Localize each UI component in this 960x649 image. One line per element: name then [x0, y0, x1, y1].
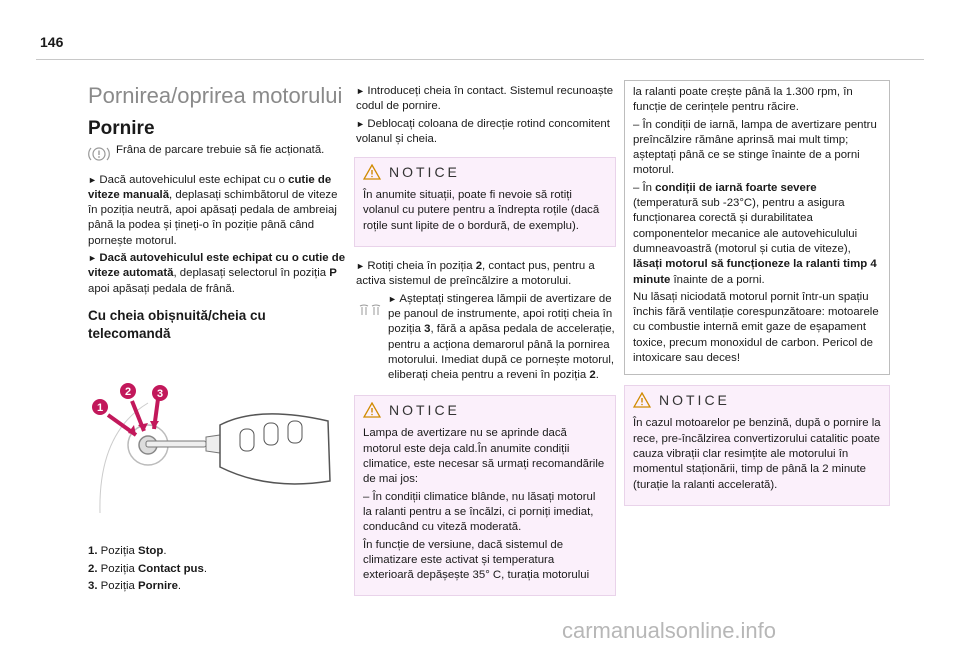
manual-gearbox-instruction: ► Dacă autovehiculul este echipat cu o cutie de viteze manuală, deplasați schimbătorul de viteze în poziția neutră, apoi apăsați pedala de ambreiaj până la podea și țineți-o în poziție până când pornește motorul.: [88, 173, 346, 249]
warning-triangle-icon: [363, 164, 381, 180]
step-insert-key: ► Introduceți cheia în contact. Sistemul recunoaște codul de pornire.: [356, 84, 616, 115]
notice-bullet: – În condiții climatice blânde, nu lăsați motorul la ralanti pentru a se încălzi, ci porniți imediat, conducând cu viteză moderată.: [363, 490, 596, 534]
warning-triangle-icon: [633, 392, 651, 408]
svg-text:2: 2: [124, 385, 132, 398]
info-note: [88, 143, 346, 163]
callout-1: [92, 399, 108, 415]
svg-text:1: 1: [96, 401, 104, 414]
step-unlock-steering: ► Deblocați coloana de direcție rotind concomitent volanul și cheia.: [356, 117, 616, 148]
notice-bullet: În funcție de versiune, dacă sistemul de climatizare este activat și temperatura exterioară depășește 35° C, turația motorului: [363, 538, 590, 582]
notice-text: În cazul motoarelor pe benzină, după o pornire la rece, pre-încălzirea convertizorului catalitic poate cauza vibrații clar resimțite ale motorului în momentul staționării, timp de până la 2 minute (turație la ralanti accelerată).: [633, 417, 881, 491]
header-divider: [36, 59, 924, 60]
footer-watermark: carmanualsonline.info: [562, 618, 777, 643]
warning-box: [624, 80, 890, 375]
callout-3: [152, 385, 168, 401]
notice-label: NOTICE: [659, 391, 730, 408]
svg-text:3: 3: [156, 387, 164, 400]
column-2: [356, 70, 616, 608]
list-item: 2. Poziția Contact pus.: [88, 562, 208, 575]
ignition-key-illustration: [88, 363, 338, 523]
severe-winter-note: – În condiții de iarnă foarte severe (temperatură sub -23°C), pentru a asigura funcționarea corectă și durabilitatea componentelor mecanice ale autovehiculului dumneavoastră (motorul și cutia de viteze), lăsați motorul să funcționeze la ralanti timp 4 minute înainte de a porni.: [633, 181, 877, 286]
key-position-list: [88, 544, 346, 594]
notice-text: Lampa de avertizare nu se aprinde dacă motorul este deja cald.În anumite condiții climatice, este necesar să urmați recomandările de mai jos:: [363, 427, 605, 486]
step-rotate-key: ► Rotiți cheia în poziția 2, contact pus, pentru a activa sistemul de preîncălzire a motorului.: [356, 259, 616, 290]
preheating-lamp-icon: [356, 302, 384, 318]
wait-instruction: ► Așteptați stingerea lămpii de avertizare de pe panoul de instrumente, apoi rotiți cheia în poziția 3, fără a apăsa pedala de accelerație, pentru a acționa demarorul până la pornirea motorului. Imediat după ce pornește motorul, eliberați cheia pentru a reveni în poziția 2.: [356, 292, 616, 386]
column-3: [626, 70, 890, 518]
info-text: Frâna de parcare trebuie să fie acționată.: [116, 143, 325, 156]
parking-brake-icon: [88, 145, 110, 163]
notice-box: [354, 157, 616, 247]
warning-triangle-icon: [363, 402, 381, 418]
automatic-gearbox-instruction: ► Dacă autovehiculul este echipat cu o cutie de viteze automată, deplasați selectorul în poziția P apoi apăsați pedala de frână.: [88, 251, 346, 297]
subsection-heading: Cu cheia obișnuită/cheia cu telecomandă: [88, 307, 266, 341]
notice-box: [624, 385, 890, 505]
page-number: 146: [40, 34, 64, 50]
list-item: 1. Poziția Stop.: [88, 545, 167, 558]
winter-note: – În condiții de iarnă, lampa de avertizare pentru preîncălzire rămâne aprinsă mai mult timp; așteptați până ce se stinge înainte de a porni motorul.: [633, 118, 877, 177]
section-heading: Pornire: [88, 118, 155, 140]
callout-2: [120, 383, 136, 399]
notice-text: În anumite situații, poate fi nevoie să rotiți volanul cu putere pentru a îndrepta roțile (dacă roțile sunt lipite de o bordură, de exemplu).: [363, 189, 600, 232]
notice-box: [354, 395, 616, 596]
continued-text: la ralanti poate crește până la 1.300 rpm, în funcție de cerințele pentru răcire.: [633, 86, 853, 114]
ventilation-warning: Nu lăsați niciodată motorul pornit într-un spațiu închis fără ventilație corespunzătoare: motoarele cu combustie internă emit gaze de eșapament toxice, precum monoxidul de carbon. Pericol de intoxicare sau deces!: [633, 290, 879, 365]
list-item: 3. Poziția Pornire.: [88, 579, 182, 592]
page-title: Pornirea/oprirea motorului: [88, 83, 343, 108]
notice-label: NOTICE: [389, 163, 460, 180]
notice-label: NOTICE: [389, 401, 460, 418]
column-1: [88, 70, 346, 596]
